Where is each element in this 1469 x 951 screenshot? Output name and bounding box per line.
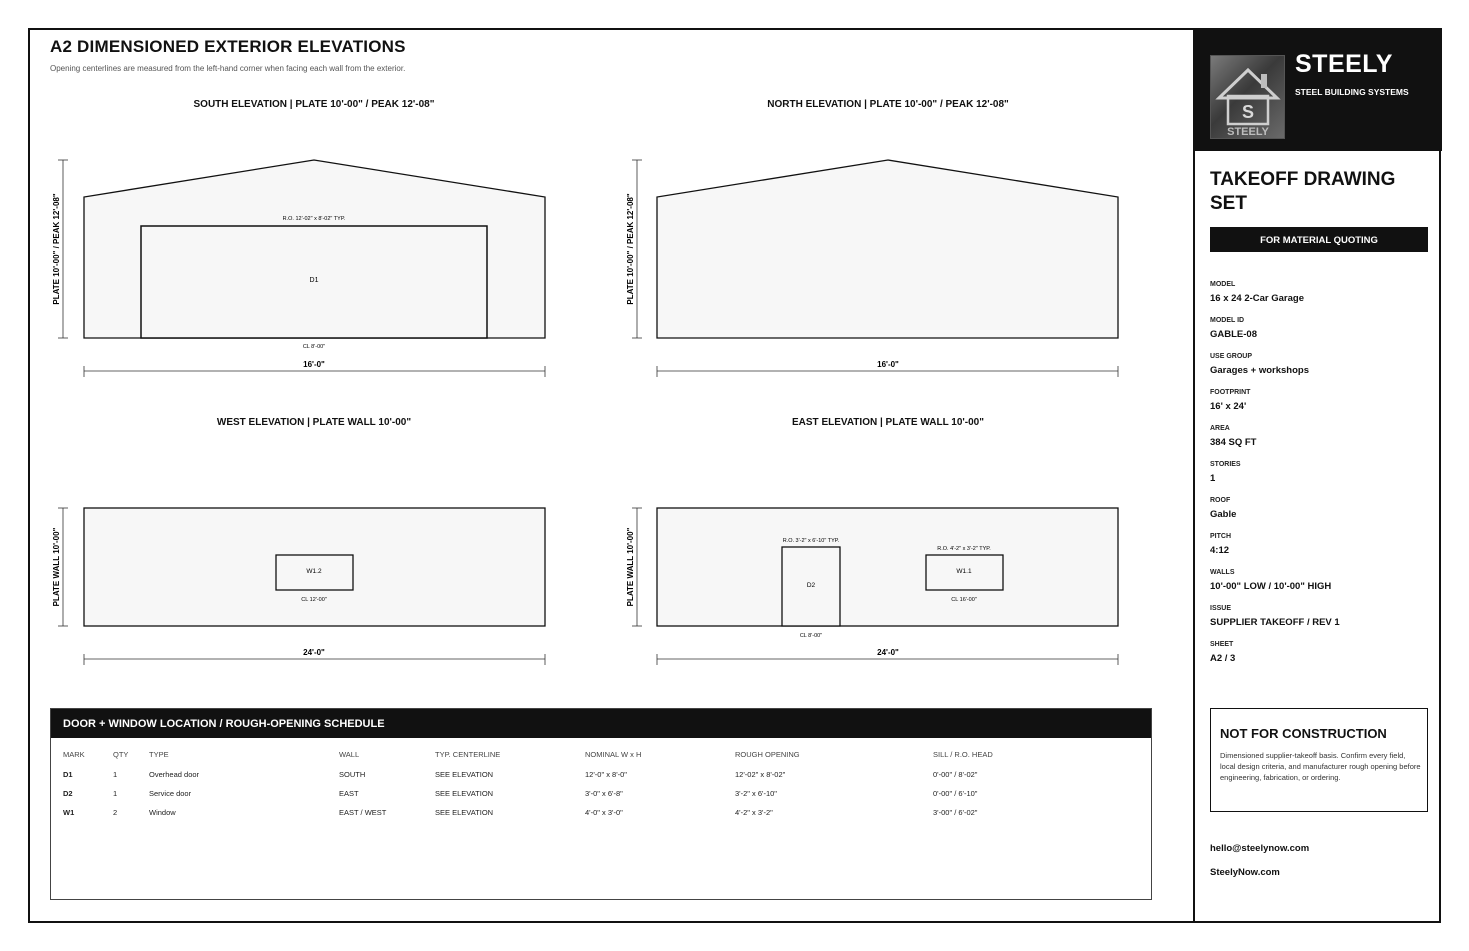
door-d2-centerline: CL 8'-00" [799,633,823,639]
field-area-value: 384 SQ FT [1210,437,1257,448]
field-roof-value: Gable [1210,509,1237,520]
field-stories-value: 1 [1210,473,1216,484]
row-d1-sill-head: 0'-00" / 8'-02" [933,770,978,779]
schedule-title: DOOR + WINDOW LOCATION / ROUGH-OPENING SCHEDULE [51,709,1151,738]
schedule-header-qty: QTY [113,750,129,759]
row-d2-rough-opening: 3'-2" x 6'-10" [735,789,777,798]
row-d2-sill-head: 0'-00" / 6'-10" [933,789,978,798]
brand-name: STEELY [1295,50,1393,78]
row-w1-rough-opening: 4'-2" x 3'-2" [735,808,773,817]
row-d1-wall: SOUTH [339,770,366,779]
schedule-header-mark: MARK [63,750,85,759]
schedule-header-nominal: NOMINAL W x H [585,750,642,759]
field-model-value: 16 x 24 2-Car Garage [1210,293,1305,304]
row-d2-mark: D2 [63,789,73,798]
svg-text:STEELY: STEELY [1227,126,1269,138]
website-link[interactable]: SteelyNow.com [1210,867,1280,878]
west-elevation-title: WEST ELEVATION | PLATE WALL 10'-00" [216,417,412,428]
sheet-subtitle: Opening centerlines are measured from the left-hand corner when facing each wall from the exterior. [50,64,406,73]
window-w1-1-label: W1.1 [956,568,972,575]
field-footprint-label: FOOTPRINT [1210,389,1251,396]
field-model-id-label: MODEL ID [1210,317,1245,324]
schedule-header-type: TYPE [149,750,169,759]
field-walls-value: 10'-00" LOW / 10'-00" HIGH [1210,581,1332,592]
field-use-group-label: USE GROUP [1210,353,1253,360]
row-d2-qty: 1 [113,789,118,798]
row-w1-centerline: SEE ELEVATION [435,808,494,817]
row-w1-sill-head: 3'-00" / 6'-02" [933,808,978,817]
north-width-label: 16'-0" [877,360,899,369]
door-d2-label: D2 [806,582,816,589]
steely-house-logo-icon [1210,55,1285,139]
sheet-title: A2 DIMENSIONED EXTERIOR ELEVATIONS [50,37,406,56]
row-w1-nominal: 4'-0" x 3'-0" [585,808,623,817]
door-d2-rough-opening: R.O. 3'-2" x 6'-10" TYP. [782,538,840,544]
field-area-label: AREA [1210,425,1230,432]
south-height-label: PLATE 10'-00" / PEAK 12'-08" [52,193,61,305]
brand-header [1195,28,1442,151]
field-pitch-label: PITCH [1210,533,1231,540]
south-width-label: 16'-0" [303,360,325,369]
row-d2-centerline: SEE ELEVATION [435,789,494,798]
schedule-header-rough-opening: ROUGH OPENING [735,750,800,759]
not-for-construction-notice [1210,708,1428,812]
west-width-label: 24'-0" [303,648,325,657]
row-d1-rough-opening: 12'-02" x 8'-02" [735,770,786,779]
door-d1-rough-opening: R.O. 12'-02" x 8'-02" TYP. [282,216,346,222]
row-d1-centerline: SEE ELEVATION [435,770,494,779]
east-elevation [626,508,1118,665]
schedule-header-centerline: TYP. CENTERLINE [435,750,501,759]
south-elevation [52,160,545,377]
schedule-header-sill-head: SILL / R.O. HEAD [933,750,993,759]
south-elevation-title: SOUTH ELEVATION | PLATE 10'-00" / PEAK 12'-08" [193,99,435,110]
field-use-group-value: Garages + workshops [1210,365,1309,376]
field-issue-value: SUPPLIER TAKEOFF / REV 1 [1210,617,1340,628]
field-stories-label: STORIES [1210,461,1241,468]
row-d1-mark: D1 [63,770,73,779]
east-elevation-title: EAST ELEVATION | PLATE WALL 10'-00" [792,417,984,428]
contact-email-link[interactable]: hello@steelynow.com [1210,843,1310,854]
row-d2-nominal: 3'-0" x 6'-8" [585,789,623,798]
east-width-label: 24'-0" [877,648,899,657]
door-d1-label: D1 [309,277,319,284]
field-sheet-value: A2 / 3 [1210,653,1236,664]
door-d1-centerline: CL 8'-00" [302,344,326,350]
drawing-set-title: TAKEOFF DRAWING SET [1210,169,1396,214]
north-height-label: PLATE 10'-00" / PEAK 12'-08" [626,193,635,305]
opening-schedule [50,708,1152,900]
row-w1-qty: 2 [113,808,118,817]
title-block [1193,28,1441,923]
row-d2-wall: EAST [339,789,359,798]
brand-subtitle: STEEL BUILDING SYSTEMS [1295,87,1409,97]
north-elevation [626,160,1118,377]
row-d2-type: Service door [149,789,192,798]
field-model-label: MODEL [1210,281,1236,288]
schedule-header-wall: WALL [339,750,360,759]
notice-text: Dimensioned supplier-takeoff basis. Confirm every field, local design criteria, and manufacturer rough opening before engineering, fabrication, or ordering. [1220,751,1421,782]
field-sheet-label: SHEET [1210,641,1234,648]
row-d1-type: Overhead door [149,770,200,779]
row-w1-mark: W1 [63,808,75,817]
field-roof-label: ROOF [1210,497,1231,504]
west-elevation [52,508,545,665]
east-wall-outline [657,508,1118,626]
row-d1-qty: 1 [113,770,118,779]
window-w1-1-centerline: CL 16'-00" [951,597,977,603]
west-height-label: PLATE WALL 10'-00" [52,527,61,607]
field-walls-label: WALLS [1210,569,1235,576]
field-footprint-value: 16' x 24' [1210,401,1247,412]
east-height-label: PLATE WALL 10'-00" [626,527,635,607]
north-elevation-title: NORTH ELEVATION | PLATE 10'-00" / PEAK 12'-08" [767,99,1009,110]
quoting-badge: FOR MATERIAL QUOTING [1210,227,1428,252]
window-w1-2-centerline: CL 12'-00" [301,597,327,603]
field-pitch-value: 4:12 [1210,545,1230,556]
notice-title: NOT FOR CONSTRUCTION [1220,726,1387,741]
window-w1-2-label: W1.2 [306,568,322,575]
row-w1-type: Window [149,808,176,817]
field-issue-label: ISSUE [1210,605,1232,612]
window-w1-1-rough-opening: R.O. 4'-2" x 3'-2" TYP. [937,546,991,552]
svg-text:S: S [1241,102,1255,122]
row-d1-nominal: 12'-0" x 8'-0" [585,770,627,779]
row-w1-wall: EAST / WEST [339,808,387,817]
field-model-id-value: GABLE-08 [1210,329,1257,340]
north-wall-outline [657,160,1118,338]
